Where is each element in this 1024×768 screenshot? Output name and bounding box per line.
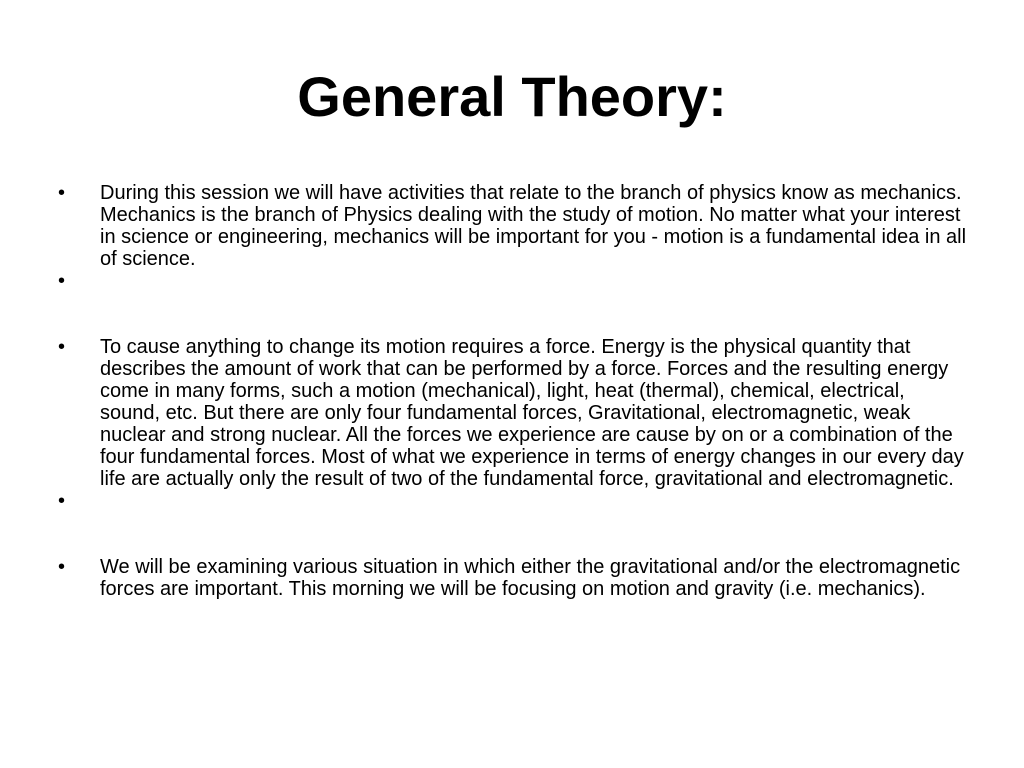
- bullet-icon: •: [58, 490, 66, 512]
- bullet-icon: •: [58, 270, 66, 292]
- bullet-list: [58, 182, 970, 600]
- bullet-item: [58, 556, 970, 600]
- bullet-text: During this session we will have activities that relate to the branch of physics know as mechanics. Mechanics is the branch of Physics dealing with the study of motion. No matter what your interest in science or engineering, mechanics will be important for you - motion is a fundamental idea in all of science.: [100, 182, 967, 270]
- bullet-item: [58, 182, 970, 270]
- bullet-item: [58, 336, 970, 490]
- bullet-text: To cause anything to change its motion requires a force. Energy is the physical quantity that describes the amount of work that can be performed by a force. Forces and the resulting energy come in many forms, such a motion (mechanical), light, heat (thermal), chemical, electrical, sound, etc. But there are only four fundamental forces, Gravitational, electromagnetic, weak nuclear and strong nuclear. All the forces we experience are cause by on or a combination of the four fundamental forces. Most of what we experience in terms of energy changes in our every day life are actually only the result of two of the fundamental force, gravitational and electromagnetic.: [100, 336, 964, 490]
- bullet-text: We will be examining various situation in which either the gravitational and/or the electromagnetic forces are important. This morning we will be focusing on motion and gravity (i.e. mechanics).: [100, 556, 961, 600]
- bullet-item-empty: [58, 270, 970, 292]
- slide-title: General Theory:: [297, 65, 727, 128]
- bullet-item-empty: [58, 490, 970, 512]
- bullet-icon: •: [58, 182, 66, 204]
- bullet-icon: •: [58, 556, 66, 578]
- bullet-icon: •: [58, 336, 66, 358]
